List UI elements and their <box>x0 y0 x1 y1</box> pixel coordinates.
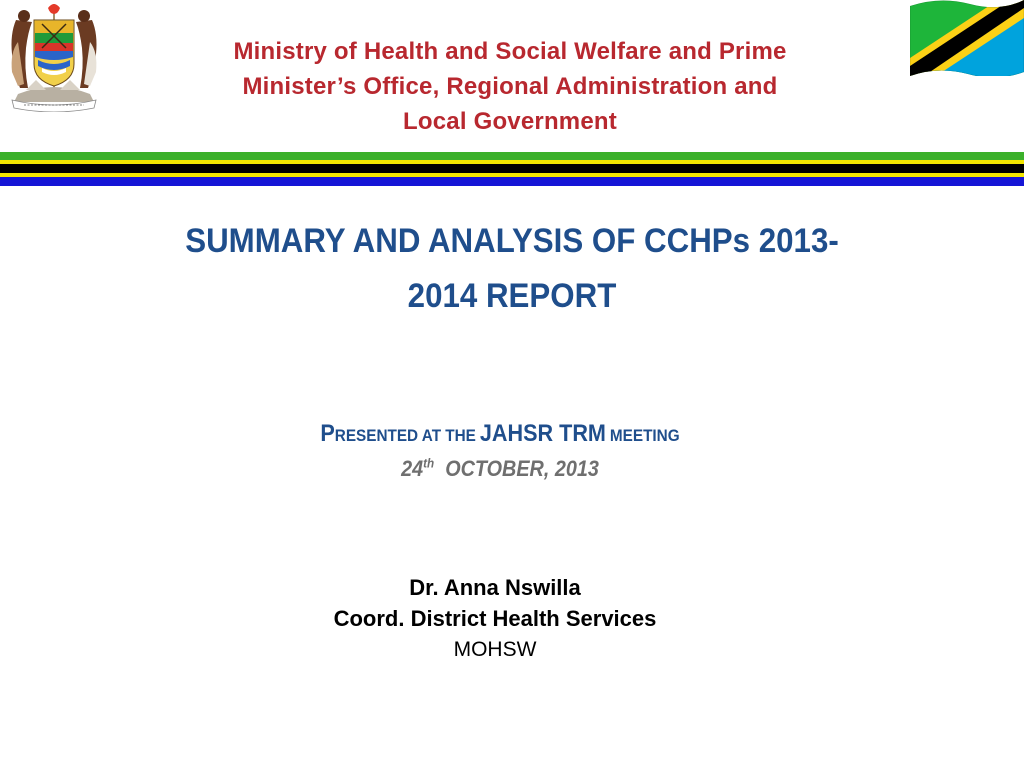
ministry-line-3: Local Government <box>403 108 617 135</box>
date-suffix: th <box>423 455 435 471</box>
presenter-block <box>200 572 790 665</box>
date-rest: OCTOBER, 2013 <box>445 456 599 481</box>
meeting-word: MEETING <box>609 426 680 445</box>
report-title <box>96 214 928 324</box>
report-title-line-2: 2014 REPORT <box>407 277 617 315</box>
presenter-name: Dr. Anna Nswilla <box>409 575 581 600</box>
presented-at-line <box>140 418 860 453</box>
presenter-role: Coord. District Health Services <box>333 606 657 631</box>
tanzania-flag-icon <box>910 0 1024 76</box>
ministry-line-1: Ministry of Health and Social Welfare and Prime <box>233 38 787 65</box>
blue-stripe <box>0 177 1024 186</box>
meeting-date <box>140 452 860 486</box>
presented-initial: P <box>320 420 335 447</box>
presenter-org: MOHSW <box>453 638 537 661</box>
report-title-line-1: SUMMARY AND ANALYSIS OF CCHPs 2013- <box>185 222 839 260</box>
ministry-title <box>120 34 900 139</box>
green-stripe <box>0 152 1024 160</box>
date-day: 24 <box>401 456 424 481</box>
ministry-line-2: Minister’s Office, Regional Administration and <box>242 73 778 100</box>
coat-of-arms-icon <box>2 2 106 112</box>
presented-at-the: RESENTED AT THE <box>334 426 476 445</box>
black-stripe <box>0 164 1024 173</box>
event-name: JAHSR TRM <box>479 420 606 447</box>
